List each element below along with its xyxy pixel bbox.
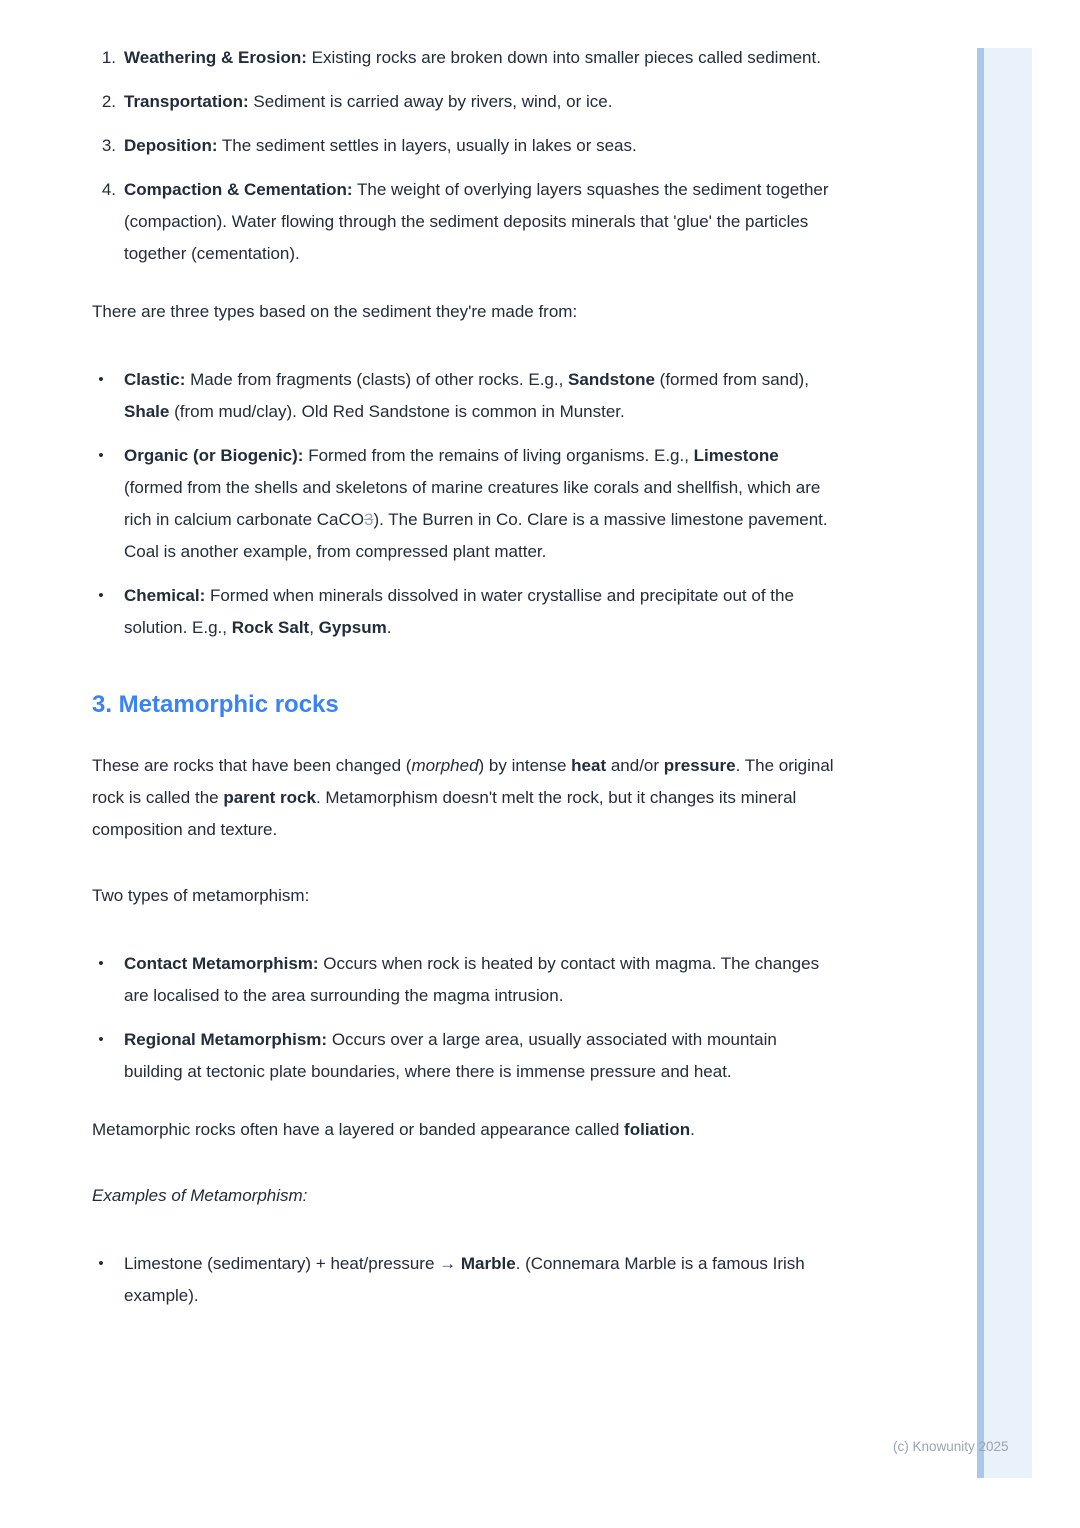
list-item-text: Limestone (sedimentary) + heat/pressure → Marble. (Connemara Marble is a famous Irish example). [124,1254,805,1305]
bullet-icon: • [98,587,104,604]
list-item-text: Deposition: The sediment settles in layers, usually in lakes or seas. [124,136,637,155]
list-item-text: Chemical: Formed when minerals dissolved in water crystallise and precipitate out of the solution. E.g., Rock Salt, Gypsum. [124,586,794,637]
list-item [92,1248,834,1312]
list-item [92,42,834,74]
bullet-icon: • [98,371,104,388]
list-marker: 3. [101,136,116,155]
list-marker: 2. [101,92,116,111]
list-item [92,1024,834,1088]
list-item [92,364,834,428]
list-marker: 4. [101,180,116,199]
metamorphism-types-list [92,948,834,1088]
two-types-paragraph: Two types of metamorphism: [92,886,310,905]
metamorphism-examples-list [92,1248,834,1312]
foliation-paragraph: Metamorphic rocks often have a layered or banded appearance called foliation. [92,1120,695,1139]
list-item [92,580,834,644]
list-item [92,440,834,568]
list-marker: 1. [101,48,116,67]
knowunity-watermark: (c) Knowunity 2025 [893,1439,1009,1454]
page-edge-highlight-panel [977,48,1032,1478]
sediment-types-intro-paragraph: There are three types based on the sediment they're made from: [92,302,578,321]
list-item [92,174,834,270]
bullet-icon: • [98,1031,104,1048]
list-item-text: Compaction & Cementation: The weight of overlying layers squashes the sediment together (compaction). Water flowing through the sediment deposits minerals that 'glue' the particles together (cementation). [124,180,829,263]
list-item-text: Weathering & Erosion: Existing rocks are broken down into smaller pieces called sediment. [124,48,821,67]
list-item [92,86,834,118]
bullet-icon: • [98,447,104,464]
bullet-icon: • [98,955,104,972]
list-item-text: Organic (or Biogenic): Formed from the remains of living organisms. E.g., Limestone (formed from the shells and skeletons of marine creatures like corals and shellfish, which are rich in calcium carbonate CaCO3). The Burren in Co. Clare is a massive limestone pavement. Coal is another example, from compressed plant matter. [124,446,828,561]
list-item [92,948,834,1012]
sedimentary-formation-steps-list [92,42,834,270]
metamorphic-intro-paragraph: These are rocks that have been changed (morphed) by intense heat and/or pressure. The original rock is called the parent rock. Metamorphism doesn't melt the rock, but it changes its mineral composition and texture. [92,756,834,839]
list-item-text: Regional Metamorphism: Occurs over a large area, usually associated with mountain building at tectonic plate boundaries, where there is immense pressure and heat. [124,1030,777,1081]
document-page [92,42,834,1338]
sedimentary-rock-types-list [92,364,834,644]
list-item-text: Clastic: Made from fragments (clasts) of other rocks. E.g., Sandstone (formed from sand), Shale (from mud/clay). Old Red Sandstone is common in Munster. [124,370,809,421]
examples-of-metamorphism-heading: Examples of Metamorphism: [92,1186,308,1205]
bullet-icon: • [98,1255,104,1272]
list-item-text: Transportation: Sediment is carried away by rivers, wind, or ice. [124,92,613,111]
section-heading-metamorphic-rocks: 3. Metamorphic rocks [92,691,339,718]
list-item-text: Contact Metamorphism: Occurs when rock is heated by contact with magma. The changes are localised to the area surrounding the magma intrusion. [124,954,820,1005]
list-item [92,130,834,162]
